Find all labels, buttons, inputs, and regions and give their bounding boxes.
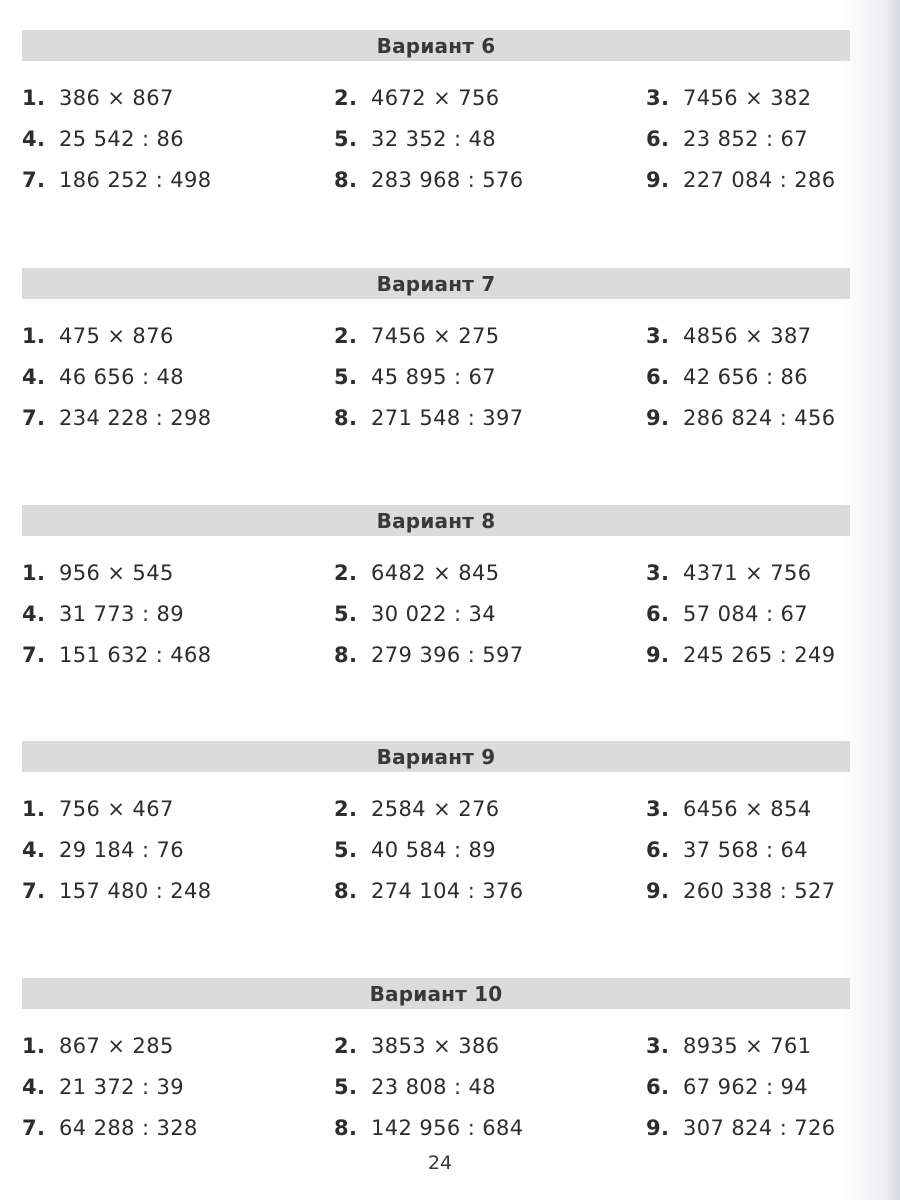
problem-item [22,1066,334,1107]
problem-expression: 31 773 : 89 [59,601,185,626]
variant-title: Вариант 6 [22,30,850,61]
problem-expression: 475 × 876 [59,323,174,348]
variant-title: Вариант 7 [22,268,850,299]
problem-grid [22,77,850,200]
problem-item [334,397,646,438]
problem-item [646,77,850,118]
problem-number: 6. [646,364,670,389]
problem-expression: 260 338 : 527 [683,878,836,903]
problem-grid [22,552,850,675]
problem-number: 9. [646,167,670,192]
problem-number: 6. [646,1074,670,1099]
problem-item [22,77,334,118]
problem-item [646,788,850,829]
problem-item [22,634,334,675]
problem-expression: 271 548 : 397 [371,405,524,430]
problem-item [646,159,850,200]
problem-expression: 4371 × 756 [683,560,812,585]
problem-number: 1. [22,323,46,348]
problem-number: 7. [22,642,46,667]
problem-item [646,315,850,356]
problem-number: 9. [646,642,670,667]
problem-expression: 64 288 : 328 [59,1115,198,1140]
problem-item [334,1025,646,1066]
problem-number: 4. [22,837,46,862]
problem-number: 2. [334,560,358,585]
problem-number: 5. [334,126,358,151]
problem-number: 6. [646,126,670,151]
problem-expression: 956 × 545 [59,560,174,585]
variant-block [22,268,850,438]
problem-expression: 283 968 : 576 [371,167,524,192]
problem-number: 7. [22,167,46,192]
problem-number: 4. [22,1074,46,1099]
problem-item [334,315,646,356]
problem-number: 5. [334,837,358,862]
problem-expression: 42 656 : 86 [683,364,809,389]
problem-expression: 23 852 : 67 [683,126,809,151]
variant-title: Вариант 9 [22,741,850,772]
problem-number: 1. [22,85,46,110]
problem-expression: 21 372 : 39 [59,1074,185,1099]
problem-item [22,159,334,200]
problem-expression: 2584 × 276 [371,796,500,821]
problem-number: 5. [334,601,358,626]
problem-number: 1. [22,796,46,821]
problem-grid [22,1025,850,1148]
problem-number: 3. [646,85,670,110]
problem-item [334,1107,646,1148]
problem-grid [22,315,850,438]
problem-item [22,552,334,593]
problem-expression: 4856 × 387 [683,323,812,348]
problem-item [22,788,334,829]
problem-expression: 25 542 : 86 [59,126,185,151]
problem-grid [22,788,850,911]
problem-number: 3. [646,1033,670,1058]
variant-block [22,30,850,200]
problem-expression: 756 × 467 [59,796,174,821]
problem-number: 3. [646,796,670,821]
variant-title: Вариант 10 [22,978,850,1009]
problem-expression: 142 956 : 684 [371,1115,524,1140]
variant-title: Вариант 8 [22,505,850,536]
problem-item [334,159,646,200]
problem-item [646,634,850,675]
problem-item [22,397,334,438]
problem-expression: 151 632 : 468 [59,642,212,667]
problem-item [646,397,850,438]
problem-expression: 245 265 : 249 [683,642,836,667]
problem-number: 2. [334,323,358,348]
problem-item [334,634,646,675]
problem-number: 7. [22,1115,46,1140]
problem-number: 5. [334,364,358,389]
problem-expression: 307 824 : 726 [683,1115,836,1140]
problem-expression: 867 × 285 [59,1033,174,1058]
problem-item [646,829,850,870]
problem-item [646,552,850,593]
variant-block [22,741,850,911]
problem-number: 8. [334,1115,358,1140]
problem-item [22,1107,334,1148]
problem-number: 2. [334,796,358,821]
problem-item [646,1066,850,1107]
problem-number: 2. [334,1033,358,1058]
problem-expression: 67 962 : 94 [683,1074,809,1099]
problem-expression: 29 184 : 76 [59,837,185,862]
problem-number: 8. [334,642,358,667]
problem-number: 3. [646,560,670,585]
problem-number: 2. [334,85,358,110]
problem-number: 3. [646,323,670,348]
problem-expression: 157 480 : 248 [59,878,212,903]
problem-number: 5. [334,1074,358,1099]
problem-item [22,1025,334,1066]
problem-number: 8. [334,167,358,192]
problem-number: 1. [22,560,46,585]
problem-item [22,593,334,634]
problem-item [334,593,646,634]
variant-block [22,505,850,675]
problem-item [334,829,646,870]
problem-expression: 4672 × 756 [371,85,500,110]
problem-expression: 45 895 : 67 [371,364,497,389]
problem-expression: 227 084 : 286 [683,167,836,192]
problem-expression: 40 584 : 89 [371,837,497,862]
problem-item [334,356,646,397]
problem-number: 9. [646,878,670,903]
problem-expression: 57 084 : 67 [683,601,809,626]
problem-item [334,118,646,159]
problem-item [22,829,334,870]
problem-number: 8. [334,878,358,903]
problem-item [334,552,646,593]
problem-number: 9. [646,405,670,430]
problem-item [334,1066,646,1107]
problem-number: 9. [646,1115,670,1140]
page-number: 24 [427,1152,453,1174]
problem-expression: 32 352 : 48 [371,126,497,151]
problem-expression: 7456 × 382 [683,85,812,110]
problem-item [334,788,646,829]
problem-item [646,356,850,397]
problem-expression: 7456 × 275 [371,323,500,348]
problem-number: 1. [22,1033,46,1058]
problem-expression: 6456 × 854 [683,796,812,821]
problem-item [646,870,850,911]
problem-expression: 30 022 : 34 [371,601,497,626]
problem-number: 7. [22,405,46,430]
problem-item [22,870,334,911]
problem-expression: 234 228 : 298 [59,405,212,430]
problem-expression: 286 824 : 456 [683,405,836,430]
problem-number: 4. [22,126,46,151]
problem-expression: 8935 × 761 [683,1033,812,1058]
problem-expression: 279 396 : 597 [371,642,524,667]
problem-item [22,315,334,356]
problem-item [22,356,334,397]
problem-expression: 23 808 : 48 [371,1074,497,1099]
variant-block [22,978,850,1148]
problem-item [646,1025,850,1066]
problem-item [646,593,850,634]
problem-number: 6. [646,601,670,626]
problem-item [646,1107,850,1148]
problem-expression: 186 252 : 498 [59,167,212,192]
problem-expression: 3853 × 386 [371,1033,500,1058]
problem-item [334,870,646,911]
problem-item [646,118,850,159]
problem-expression: 386 × 867 [59,85,174,110]
problem-item [22,118,334,159]
problem-expression: 46 656 : 48 [59,364,185,389]
problem-expression: 6482 × 845 [371,560,500,585]
problem-number: 4. [22,364,46,389]
problem-item [334,77,646,118]
problem-expression: 274 104 : 376 [371,878,524,903]
problem-expression: 37 568 : 64 [683,837,809,862]
problem-number: 4. [22,601,46,626]
problem-number: 6. [646,837,670,862]
problem-number: 8. [334,405,358,430]
problem-number: 7. [22,878,46,903]
